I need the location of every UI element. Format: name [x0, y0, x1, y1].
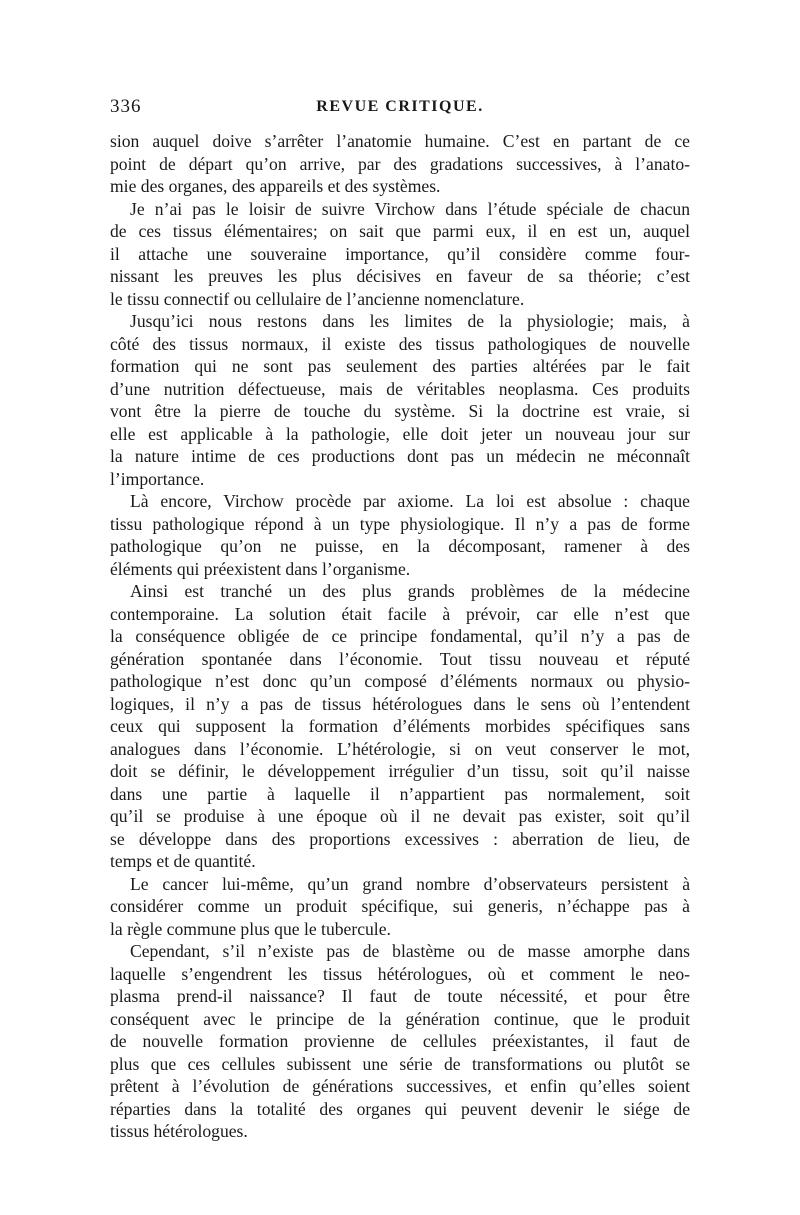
text-line: sion auquel doive s’arrêter l’anatomie humaine. C’est en partant de ce — [110, 131, 690, 151]
paragraph — [110, 940, 690, 1143]
paragraph — [110, 490, 690, 580]
text-line: de ces tissus élémentaires; on sait que parmi eux, il en est un, auquel — [110, 221, 690, 241]
text-line: pathologique qu’on ne puisse, en la décomposant, ramener à des — [110, 536, 690, 556]
text-line: formation qui ne sont pas seulement des parties altérées par le fait — [110, 356, 690, 376]
paragraph — [110, 873, 690, 941]
text-line: conséquent avec le principe de la génération continue, que le produit — [110, 1008, 690, 1029]
text-line: tissus hétérologues. — [110, 1121, 248, 1141]
text-line: de nouvelle formation provienne de cellules préexistantes, il faut de — [110, 1031, 690, 1051]
text-line: prêtent à l’évolution de générations successives, et enfin qu’elles soient — [110, 1076, 690, 1096]
text-line: Le cancer lui-même, qu’un grand nombre d’observateurs persistent à — [130, 873, 690, 894]
running-title: REVUE CRITIQUE. — [316, 98, 484, 115]
text-line: laquelle s’engendrent les tissus hétérologues, où et comment le neo- — [110, 963, 690, 984]
page-header — [110, 96, 690, 122]
text-line: logiques, il n’y a pas de tissus hétérologues dans le sens où l’entendent — [110, 693, 690, 714]
text-line: côté des tissus normaux, il existe des tissus pathologiques de nouvelle — [110, 333, 690, 354]
text-line: la conséquence obligée de ce principe fondamental, qu’il n’y a pas de — [110, 626, 690, 646]
text-line: considérer comme un produit spécifique, sui generis, n’échappe pas à — [110, 896, 690, 916]
text-line: le tissu connectif ou cellulaire de l’ancienne nomenclature. — [110, 288, 525, 309]
text-line: doit se définir, le développement irrégulier d’un tissu, soit qu’il naisse — [110, 761, 690, 781]
text-line: tissu pathologique répond à un type physiologique. Il n’y a pas de forme — [110, 513, 690, 534]
text-line: mie des organes, des appareils et des systèmes. — [110, 176, 441, 196]
text-line: analogues dans l’économie. L’hétérologie, si on veut conserver le mot, — [110, 738, 690, 759]
text-line: génération spontanée dans l’économie. Tout tissu nouveau et réputé — [110, 648, 690, 669]
text-line: pathologique n’est donc qu’un composé d’éléments normaux ou physio- — [110, 671, 690, 691]
text-line: la nature intime de ces productions dont pas un médecin ne méconnaît — [110, 446, 690, 466]
text-line: elle est applicable à la pathologie, elle doit jeter un nouveau jour sur — [110, 423, 690, 444]
text-line: plus que ces cellules subissent une série de transformations ou plutôt se — [110, 1053, 690, 1074]
paragraph — [110, 310, 690, 490]
text-line: il attache une souveraine importance, qu’il considère comme four- — [110, 243, 690, 264]
text-line: point de départ qu’on arrive, par des gradations successives, à l’anato- — [110, 153, 690, 174]
text-line: Jusqu’ici nous restons dans les limites de la physiologie; mais, à — [130, 311, 690, 331]
text-line: dans une partie à laquelle il n’appartient pas normalement, soit — [110, 783, 690, 804]
paragraph — [110, 580, 690, 873]
text-line: réparties dans la totalité des organes qui peuvent devenir le siége de — [110, 1098, 690, 1119]
text-line: l’importance. — [110, 468, 205, 489]
text-line: éléments qui préexistent dans l’organisme. — [110, 558, 411, 579]
text-line: vont être la pierre de touche du système. Si la doctrine est vraie, si — [110, 401, 690, 421]
text-line: se développe dans des proportions excessives : aberration de lieu, de — [110, 828, 690, 849]
text-line: contemporaine. La solution était facile à prévoir, car elle n’est que — [110, 603, 690, 624]
text-line: Ainsi est tranché un des plus grands problèmes de la médecine — [130, 581, 690, 601]
text-line: ceux qui supposent la formation d’éléments morbides spécifiques sans — [110, 716, 690, 736]
text-line: qu’il se produise à une époque où il ne devait pas exister, soit qu’il — [110, 806, 690, 826]
text-line: Je n’ai pas le loisir de suivre Virchow dans l’étude spéciale de chacun — [130, 198, 690, 219]
text-line: Cependant, s’il n’existe pas de blastème ou de masse amorphe dans — [130, 941, 690, 961]
paragraph — [110, 130, 690, 198]
text-line: d’une nutrition défectueuse, mais de véritables neoplasma. Ces produits — [110, 378, 690, 399]
text-line: temps et de quantité. — [110, 851, 256, 871]
page-number: 336 — [110, 96, 142, 117]
text-line: Là encore, Virchow procède par axiome. La loi est absolue : chaque — [130, 491, 690, 511]
body-text — [110, 130, 690, 1143]
text-line: nissant les preuves les plus décisives en faveur de sa théorie; c’est — [110, 266, 690, 286]
paragraph — [110, 198, 690, 311]
text-line: la règle commune plus que le tubercule. — [110, 918, 391, 939]
text-line: plasma prend-il naissance? Il faut de toute nécessité, et pour être — [110, 986, 690, 1006]
